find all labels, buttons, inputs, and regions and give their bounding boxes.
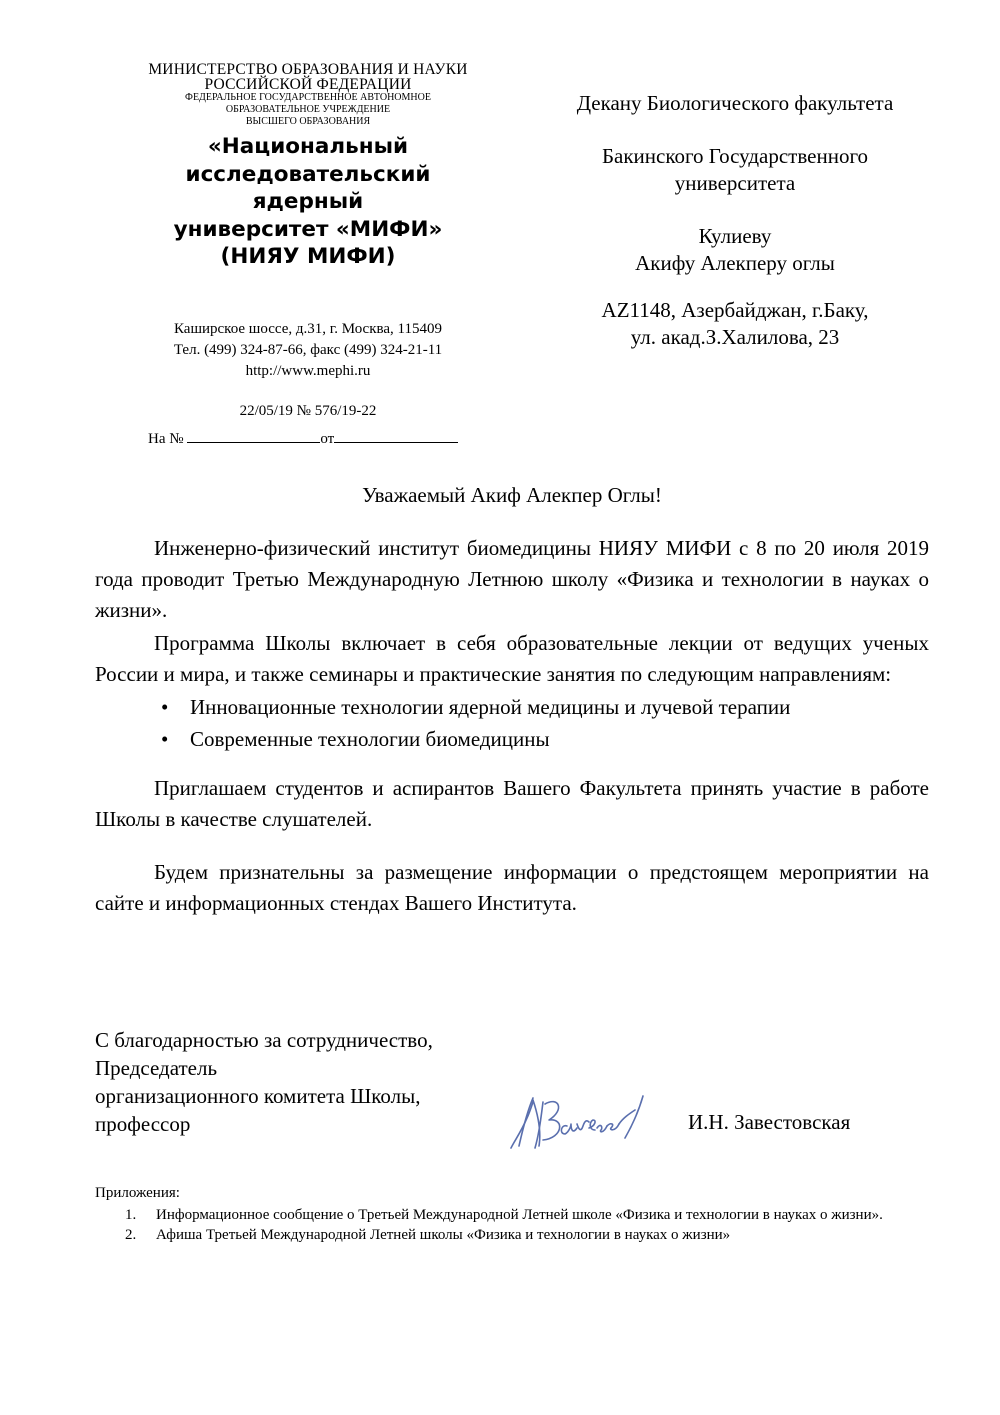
- letter-body: [95, 480, 929, 919]
- attachment-text: Информационное сообщение о Третьей Международной Летней школе «Физика и технологии в науках о жизни».: [156, 1207, 883, 1223]
- university-line-4: (НИЯУ МИФИ): [220, 244, 396, 269]
- ministry-line-1: МИНИСТЕРСТВО ОБРАЗОВАНИЯ И НАУКИ: [148, 61, 468, 78]
- letterhead: [130, 62, 486, 448]
- attachment-number: 1.: [125, 1207, 137, 1223]
- addressee-line-1: Декану Биологического факультета: [576, 91, 894, 115]
- university-line-3: университет «МИФИ»: [173, 216, 443, 242]
- paragraph-invitation: Приглашаем студентов и аспирантов Вашего Факультета принять участие в работе Школы в качестве слушателей.: [95, 776, 929, 831]
- attachment-number: 2.: [125, 1227, 137, 1243]
- paragraph-program: Программа Школы включает в себя образовательные лекции от ведущих ученых России и мира, и также семинары и практические занятия по следующим направлениям:: [95, 631, 929, 686]
- closing-line-4: профессор: [95, 1112, 191, 1136]
- attachments-block: [95, 1183, 935, 1245]
- addressee-line-5: Акифу Алекперу оглы: [635, 251, 835, 275]
- website-link[interactable]: http://www.mephi.ru: [245, 362, 371, 379]
- bullet-icon: •: [161, 695, 169, 719]
- closing-block: [95, 1026, 433, 1138]
- list-item: [95, 1205, 935, 1225]
- closing-line-1: С благодарностью за сотрудничество,: [95, 1028, 433, 1052]
- handwritten-signature: [505, 1088, 655, 1163]
- institution-line-3: ВЫСШЕГО ОБРАЗОВАНИЯ: [245, 116, 371, 127]
- ot-label: от: [320, 430, 335, 447]
- university-line-1: «Национальный: [207, 134, 409, 159]
- phone-fax: Тел. (499) 324-87-66, факс (499) 324-21-11: [173, 341, 443, 358]
- institution-line-1: ФЕДЕРАЛЬНОЕ ГОСУДАРСТВЕННОЕ АВТОНОМНОЕ: [185, 92, 431, 103]
- closing-line-3: организационного комитета Школы,: [95, 1084, 421, 1108]
- institution-line-2: ОБРАЗОВАТЕЛЬНОЕ УЧРЕЖДЕНИЕ: [225, 104, 391, 115]
- university-name: [130, 133, 486, 271]
- outgoing-reference: 22/05/19 № 576/19-22: [239, 402, 377, 419]
- bullet-icon: •: [161, 727, 169, 751]
- directions-list: [95, 691, 929, 755]
- paragraph-intro: Инженерно-физический институт биомедицины НИЯУ МИФИ с 8 по 20 июля 2019 года проводит Третью Международную Летнюю школу «Физика и технологии в науках о жизни».: [95, 536, 929, 622]
- addressee-line-2: Бакинского Государственного: [601, 144, 869, 168]
- university-line-2: исследовательский ядерный: [185, 161, 431, 214]
- ministry-line-2: РОССИЙСКОЙ ФЕДЕРАЦИИ: [204, 76, 412, 93]
- addressee-line-6: AZ1148, Азербайджан, г.Баку,: [601, 298, 869, 322]
- attachments-list: [95, 1205, 935, 1245]
- greeting: Уважаемый Акиф Алекпер Оглы!: [362, 483, 662, 507]
- list-item: [95, 723, 929, 755]
- addressee-block: [540, 90, 930, 351]
- addressee-line-7: ул. акад.З.Халилова, 23: [630, 325, 840, 349]
- contact-block: [130, 319, 486, 382]
- direction-text: Инновационные технологии ядерной медицины и лучевой терапии: [190, 695, 791, 719]
- postal-address: Каширское шоссе, д.31, г. Москва, 115409: [173, 320, 442, 337]
- ot-blank-line: [334, 430, 458, 443]
- addressee-line-4: Кулиеву: [698, 224, 772, 248]
- list-item: [95, 691, 929, 723]
- incoming-reference: [130, 430, 486, 448]
- paragraph-request: Будем признательны за размещение информации о предстоящем мероприятии на сайте и информационных стендах Вашего Института.: [95, 860, 929, 915]
- addressee-line-3: университета: [674, 171, 796, 195]
- na-blank-line: [187, 430, 320, 443]
- closing-line-2: Председатель: [95, 1056, 218, 1080]
- signer-name: И.Н. Завестовская: [688, 1110, 851, 1134]
- na-label: На №: [148, 430, 184, 447]
- attachments-heading: Приложения:: [95, 1185, 180, 1201]
- attachment-text: Афиша Третьей Международной Летней школы «Физика и технологии в науках о жизни»: [156, 1227, 731, 1243]
- direction-text: Современные технологии биомедицины: [190, 727, 550, 751]
- list-item: [95, 1225, 935, 1245]
